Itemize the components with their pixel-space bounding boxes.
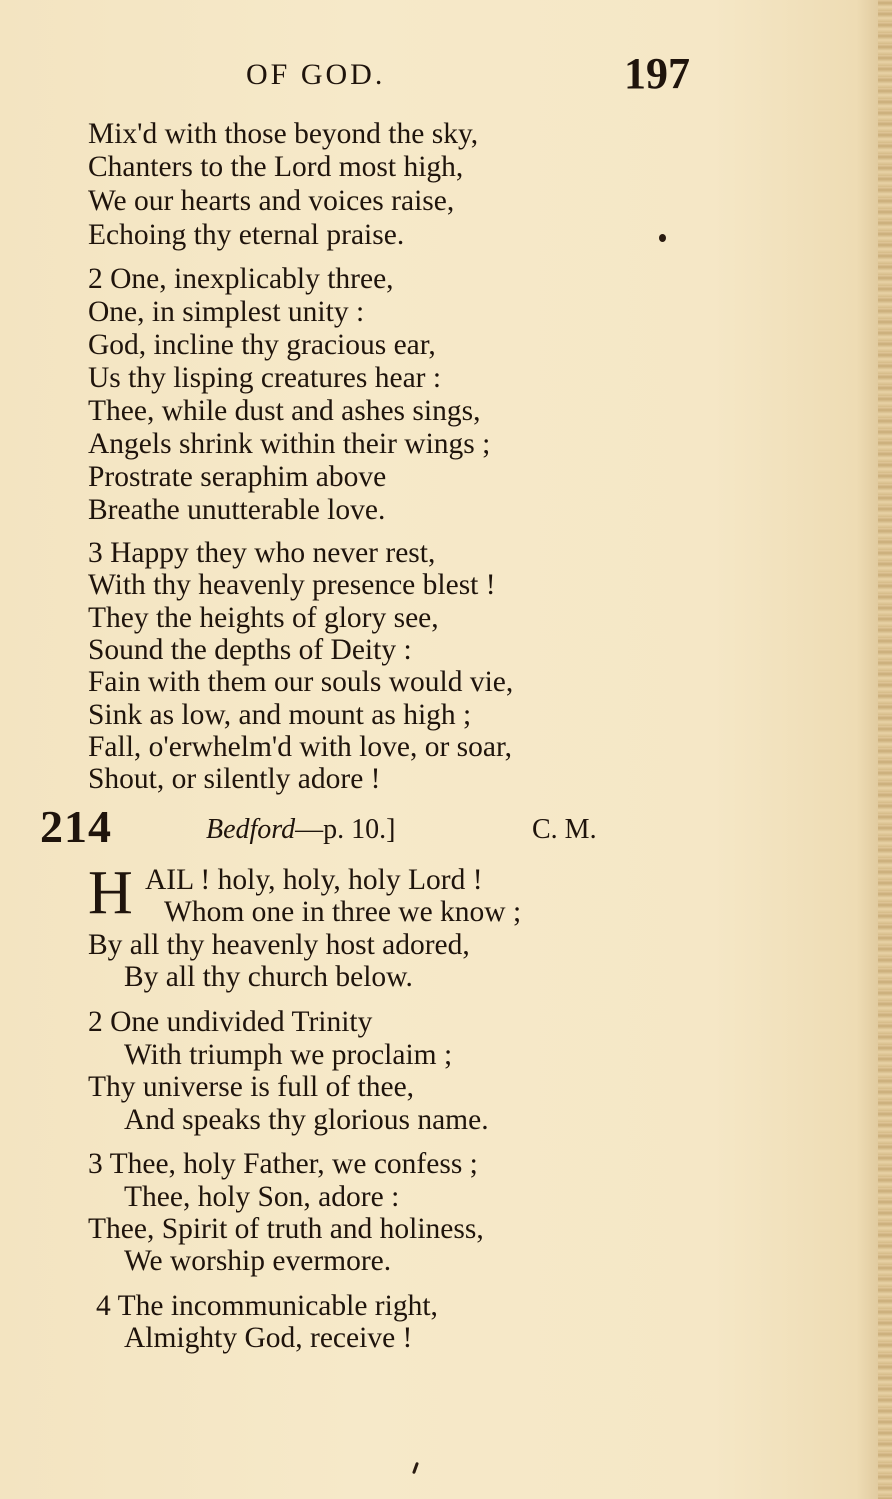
- verse-line: They the heights of glory see,: [88, 602, 439, 634]
- verse-line: We worship evermore.: [124, 1245, 392, 1277]
- verse-line: By all thy heavenly host adored,: [88, 929, 470, 961]
- verse-line: By all thy church below.: [124, 961, 413, 993]
- page-edge: [878, 0, 892, 1499]
- ink-speck: [412, 1462, 419, 1474]
- verse-line: Sound the depths of Deity :: [88, 634, 412, 666]
- verse-line: Echoing thy eternal praise.: [88, 219, 405, 251]
- verse-line: Mix'd with those beyond the sky,: [88, 118, 479, 150]
- verse-line: Sink as low, and mount as high ;: [88, 699, 472, 731]
- verse-line: 2 One, inexplicably three,: [88, 263, 394, 295]
- verse-line: Angels shrink within their wings ;: [88, 428, 491, 460]
- running-title: OF GOD.: [246, 58, 386, 91]
- verse-line: Thee, while dust and ashes sings,: [88, 395, 481, 427]
- hymn-header: [40, 800, 640, 856]
- ink-speck: [659, 234, 666, 242]
- verse-line: 4 The incommunicable right,: [96, 1290, 438, 1322]
- verse-line: With triumph we proclaim ;: [124, 1039, 453, 1071]
- verse-line: Thy universe is full of thee,: [88, 1071, 415, 1103]
- verse-line: 2 One undivided Trinity: [88, 1006, 373, 1038]
- verse-line: Whom one in three we know ;: [164, 896, 522, 928]
- hymn-number: 214: [40, 801, 112, 852]
- verse-line: Prostrate seraphim above: [88, 461, 387, 493]
- verse-line: Thee, Spirit of truth and holiness,: [88, 1213, 484, 1245]
- verse-line: One, in simplest unity :: [88, 296, 365, 328]
- verse-line: And speaks thy glorious name.: [124, 1104, 489, 1136]
- drop-cap: H: [88, 859, 133, 927]
- tune-reference: [206, 814, 396, 846]
- verse-line: We our hearts and voices raise,: [88, 185, 455, 217]
- verse-line: Breathe unutterable love.: [88, 494, 386, 526]
- verse-line: Almighty God, receive !: [124, 1322, 413, 1354]
- tune-name: Bedford: [206, 814, 296, 845]
- verse-line: God, incline thy gracious ear,: [88, 329, 436, 361]
- verse-line: AIL ! holy, holy, holy Lord !: [145, 864, 483, 896]
- verse-line: 3 Thee, holy Father, we confess ;: [88, 1148, 478, 1180]
- verse-line: Chanters to the Lord most high,: [88, 151, 464, 183]
- verse-line: Fain with them our souls would vie,: [88, 666, 514, 698]
- meter-label: C. M.: [532, 814, 597, 845]
- verse-line: Thee, holy Son, adore :: [124, 1181, 400, 1213]
- verse-line: Shout, or silently adore !: [88, 763, 381, 795]
- page-number: 197: [624, 49, 690, 98]
- tune-page: —p. 10.]: [295, 814, 396, 845]
- verse-line: With thy heavenly presence blest !: [88, 569, 496, 601]
- verse-line: 3 Happy they who never rest,: [88, 537, 436, 569]
- verse-line: Fall, o'erwhelm'd with love, or soar,: [88, 731, 513, 763]
- verse-line: Us thy lisping creatures hear :: [88, 362, 442, 394]
